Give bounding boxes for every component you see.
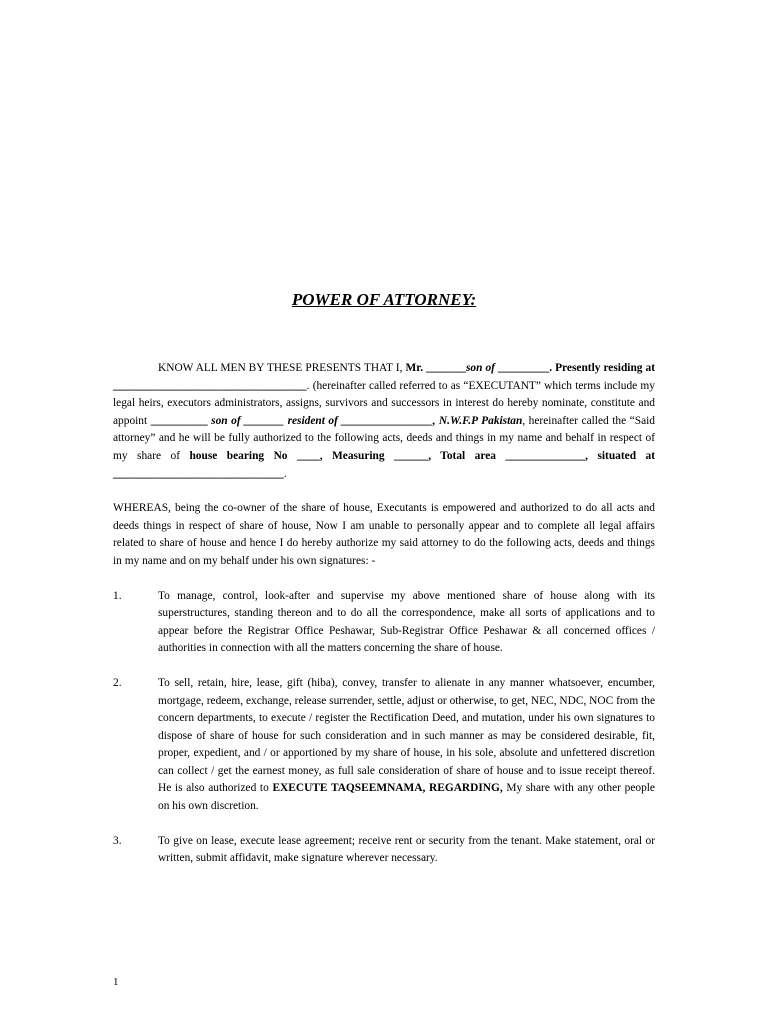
- intro-blank-2: __________: [150, 414, 208, 427]
- whereas-paragraph: WHEREAS, being the co-owner of the share of house, Executants is empowered and authorized to do all acts and deeds things in respect of share of house, Now I am unable to personally appear and to complete all legal affairs related to share of house and hence I do hereby authorize my said attorney to do the following acts, deeds and things in my name and on my behalf under his own signatures: -: [113, 502, 655, 567]
- list-item-2: [113, 675, 655, 816]
- intro-house-details: house bearing No ____, Measuring ______, Total area ______________, situated at ______________________________: [113, 449, 656, 480]
- intro-text-2: . (hereinafter called referred to as “EXECUTANT” which terms include my legal heirs, executors administrators, assigns, survivors and successors in interest do hereby nominate, constitute and appoint: [113, 379, 655, 427]
- document-body: [113, 360, 655, 868]
- intro-attorney-details: son of _______ resident of ________________, N.W.F.P Pakistan: [207, 414, 523, 427]
- document-title: POWER OF ATTORNEY:: [291, 290, 477, 309]
- intro-mr: Mr. _______son of _________. Presently residing at __________________________________: [113, 362, 656, 392]
- list-item-number: 2.: [113, 676, 122, 689]
- list-item-3: [113, 833, 655, 868]
- intro-paragraph: [113, 360, 655, 483]
- page-number: 1: [113, 976, 119, 988]
- intro-end: .: [283, 467, 287, 480]
- list-item-1: [113, 588, 655, 658]
- list-item-text: To give on lease, execute lease agreement; receive rent or security from the tenant. Make statement, oral or written, submit affidavit, make signature wherever necessary.: [158, 834, 655, 865]
- intro-text-3: , hereinafter called the “Said attorney” and he will be fully authorized to the following acts, deeds and things in my name and behalf in respect of my share of: [113, 414, 655, 462]
- list-item-number: 1.: [113, 589, 122, 602]
- intro-blank-1: _________. Presently residing at __________________________________: [113, 362, 656, 392]
- list-item-text: To manage, control, look-after and supervise my above mentioned share of house along with its superstructures, standing thereon and to do all the correspondence, make all sorts of applications and to appear before the Registrar Office Peshawar, Sub-Registrar Office Peshawar & all concerned offices / authorities in connection with all the matters concerning the share of house.: [158, 589, 655, 655]
- intro-son-of: son of: [465, 362, 495, 374]
- list-item-text: To sell, retain, hire, lease, gift (hiba), convey, transfer to alienate in any manner whatsoever, encumber, mortgage, redeem, exchange, release surrender, settle, adjust or otherwise, to get, NEC, NDC, NOC from the concern departments, to execute / register the Rectification Deed, and mutation, under his own signatures to dispose of share of house for such consideration and in such manner as may be considered desirable, fit, proper, expedient, and / or apportioned by my share of house, in his sole, absolute and unfettered discretion can collect / get the earnest money, as full sale consideration of share of house and to issue receipt thereof. He is also authorized to EXECUTE TAQSEEMNAMA, REGARDING, My share with any other people on his own discretion.: [158, 676, 655, 813]
- intro-text-1: KNOW ALL MEN BY THESE PRESENTS THAT I,: [158, 362, 406, 374]
- list-item-number: 3.: [113, 834, 122, 847]
- taqseemnama-clause: EXECUTE TAQSEEMNAMA, REGARDING,: [272, 782, 503, 795]
